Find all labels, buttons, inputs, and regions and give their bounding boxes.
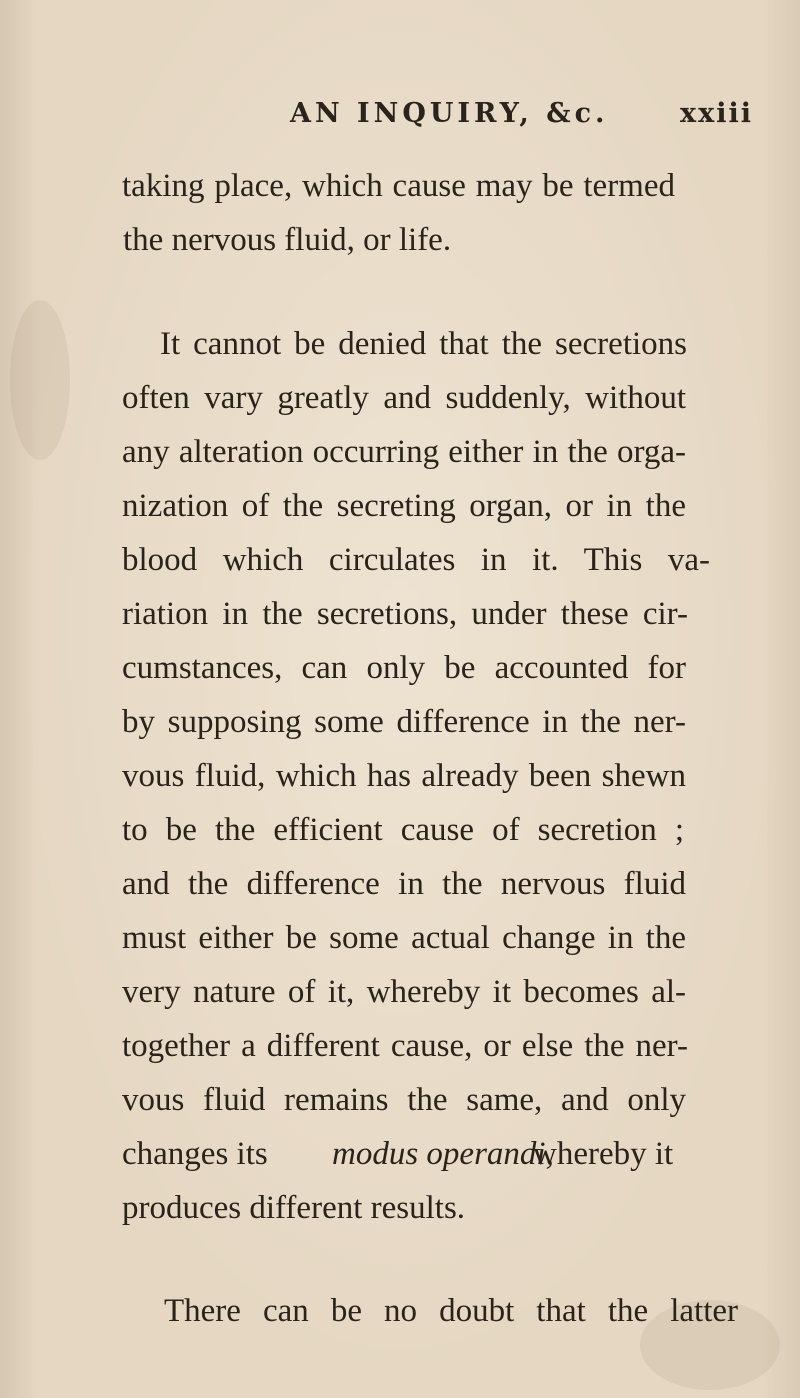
text-line <box>0 316 800 372</box>
text-line <box>0 370 800 426</box>
text-line <box>0 802 800 858</box>
text-line <box>0 1180 800 1236</box>
italic-phrase: modus operandi, <box>332 1136 554 1172</box>
text-line <box>0 856 800 912</box>
text-line-content: and the difference in the nervous fluid <box>122 866 686 902</box>
text-line-content: to be the efficient cause of secretion ; <box>122 812 684 848</box>
text-line-content: There can be no doubt that the latter <box>164 1293 738 1329</box>
text-line <box>0 478 800 534</box>
text-line-content: together a different cause, or else the ner- <box>122 1028 688 1064</box>
text-line <box>0 158 800 214</box>
text-line-content: very nature of it, whereby it becomes al- <box>122 974 686 1010</box>
text-line-part: changes its <box>122 1136 268 1172</box>
text-line <box>0 586 800 642</box>
text-line-part: whereby it <box>533 1136 674 1172</box>
text-line-content: It cannot be denied that the secretions <box>160 326 687 362</box>
running-title: AN INQUIRY, &c. <box>290 98 609 129</box>
text-line-content: by supposing some difference in the ner- <box>122 704 686 740</box>
text-line <box>0 1126 800 1182</box>
text-line-content: cumstances, can only be accounted for <box>122 650 686 686</box>
text-line-content: riation in the secretions, under these cir- <box>122 596 688 632</box>
text-line-content: nization of the secreting organ, or in the <box>122 488 686 524</box>
text-line <box>0 748 800 804</box>
text-line-content: must either be some actual change in the <box>122 920 686 956</box>
text-line <box>0 964 800 1020</box>
text-line <box>0 532 800 588</box>
text-line <box>0 694 800 750</box>
page-number: xxiii <box>680 98 753 129</box>
text-line <box>0 212 800 268</box>
text-line-content: blood which circulates in it. This va- <box>122 542 710 578</box>
text-line-content: vous fluid, which has already been shewn <box>122 758 686 794</box>
text-line <box>0 910 800 966</box>
text-line-content: produces different results. <box>122 1190 466 1226</box>
text-line-content: vous fluid remains the same, and only <box>122 1082 686 1118</box>
text-line-content: any alteration occurring either in the orga- <box>122 434 686 470</box>
text-line-content: often vary greatly and suddenly, without <box>122 380 686 416</box>
text-line-content: taking place, which cause may be termed <box>122 168 675 204</box>
text-line <box>0 1072 800 1128</box>
text-line-content: the nervous fluid, or life. <box>123 222 452 258</box>
text-line <box>0 1283 800 1339</box>
text-line <box>0 1018 800 1074</box>
running-head <box>0 98 800 138</box>
text-line <box>0 640 800 696</box>
text-line <box>0 424 800 480</box>
